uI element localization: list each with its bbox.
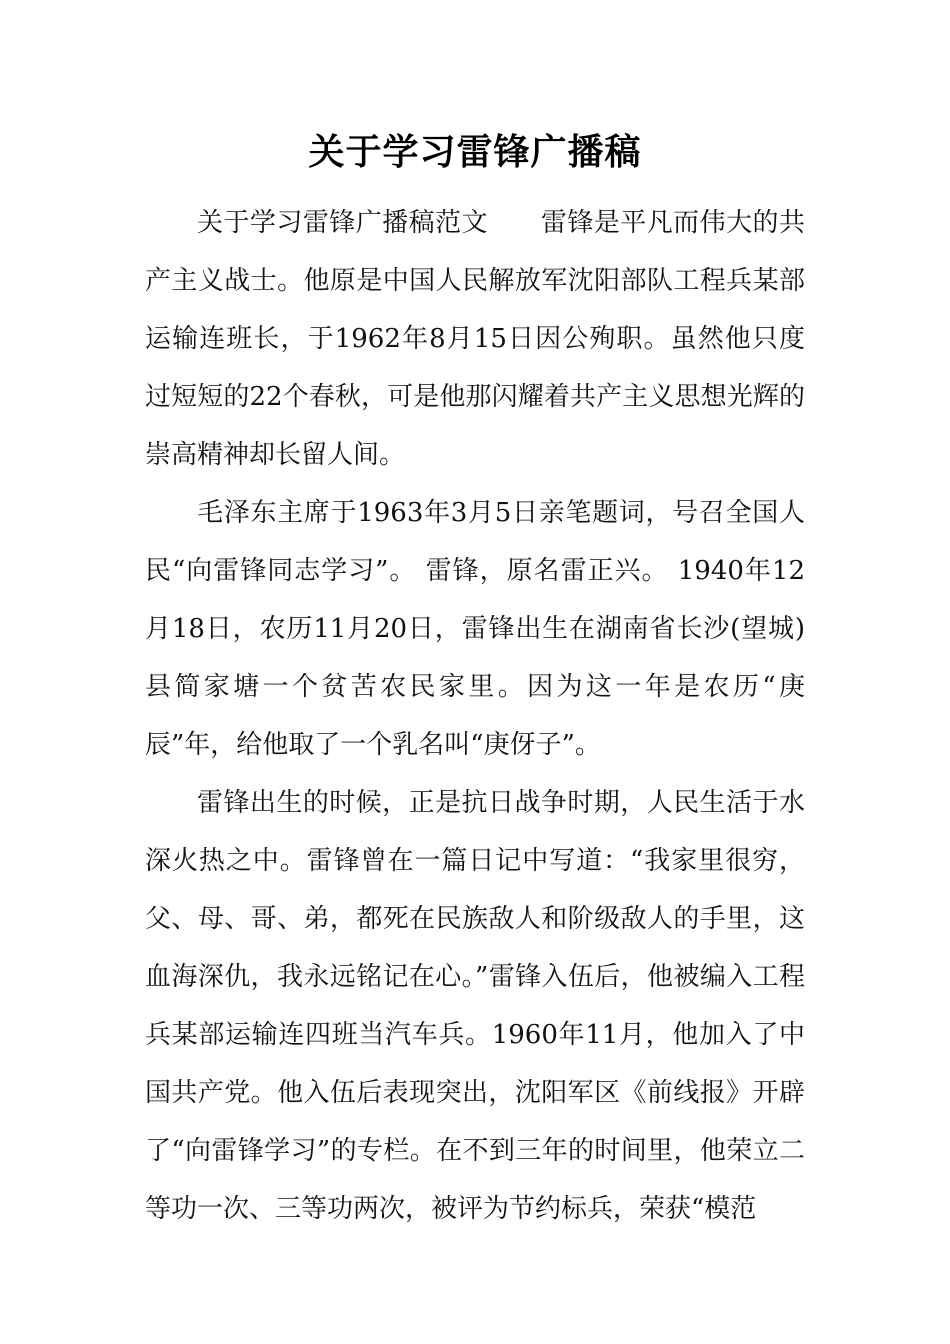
paragraph-1: 关于学习雷锋广播稿范文 雷锋是平凡而伟大的共产主义战士。他原是中国人民解放军沈阳部队工程兵某部运输连班长，于1962年8月15日因公殉职。虽然他只度过短短的22个春秋，可是他那闪耀着共产主义思想光辉的崇高精神却长留人间。 [145,208,805,470]
paragraph-2: 毛泽东主席于1963年3月5日亲笔题词，号召全国人民“向雷锋同志学习”。 雷锋，原名雷正兴。 1940年12月18日，农历11月20日，雷锋出生在湖南省长沙(望城)县简家塘一个贫苦农民家里。因为这一年是农历“庚辰”年，给他取了一个乳名叫“庚伢子”。 [145,498,805,760]
document-body [145,194,805,1238]
document-title: 关于学习雷锋广播稿 [308,131,642,173]
paragraph-3: 雷锋出生的时候，正是抗日战争时期，人民生活于水深火热之中。雷锋曾在一篇日记中写道：“我家里很穷，父、母、哥、弟，都死在民族敌人和阶级敌人的手里，这血海深仇，我永远铭记在心。”雷锋入伍后，他被编入工程兵某部运输连四班当汽车兵。1960年11月，他加入了中国共产党。他入伍后表现突出，沈阳军区《前线报》开辟了“向雷锋学习”的专栏。在不到三年的时间里，他荣立二等功一次、三等功两次，被评为节约标兵，荣获“模范 [145,788,805,1224]
